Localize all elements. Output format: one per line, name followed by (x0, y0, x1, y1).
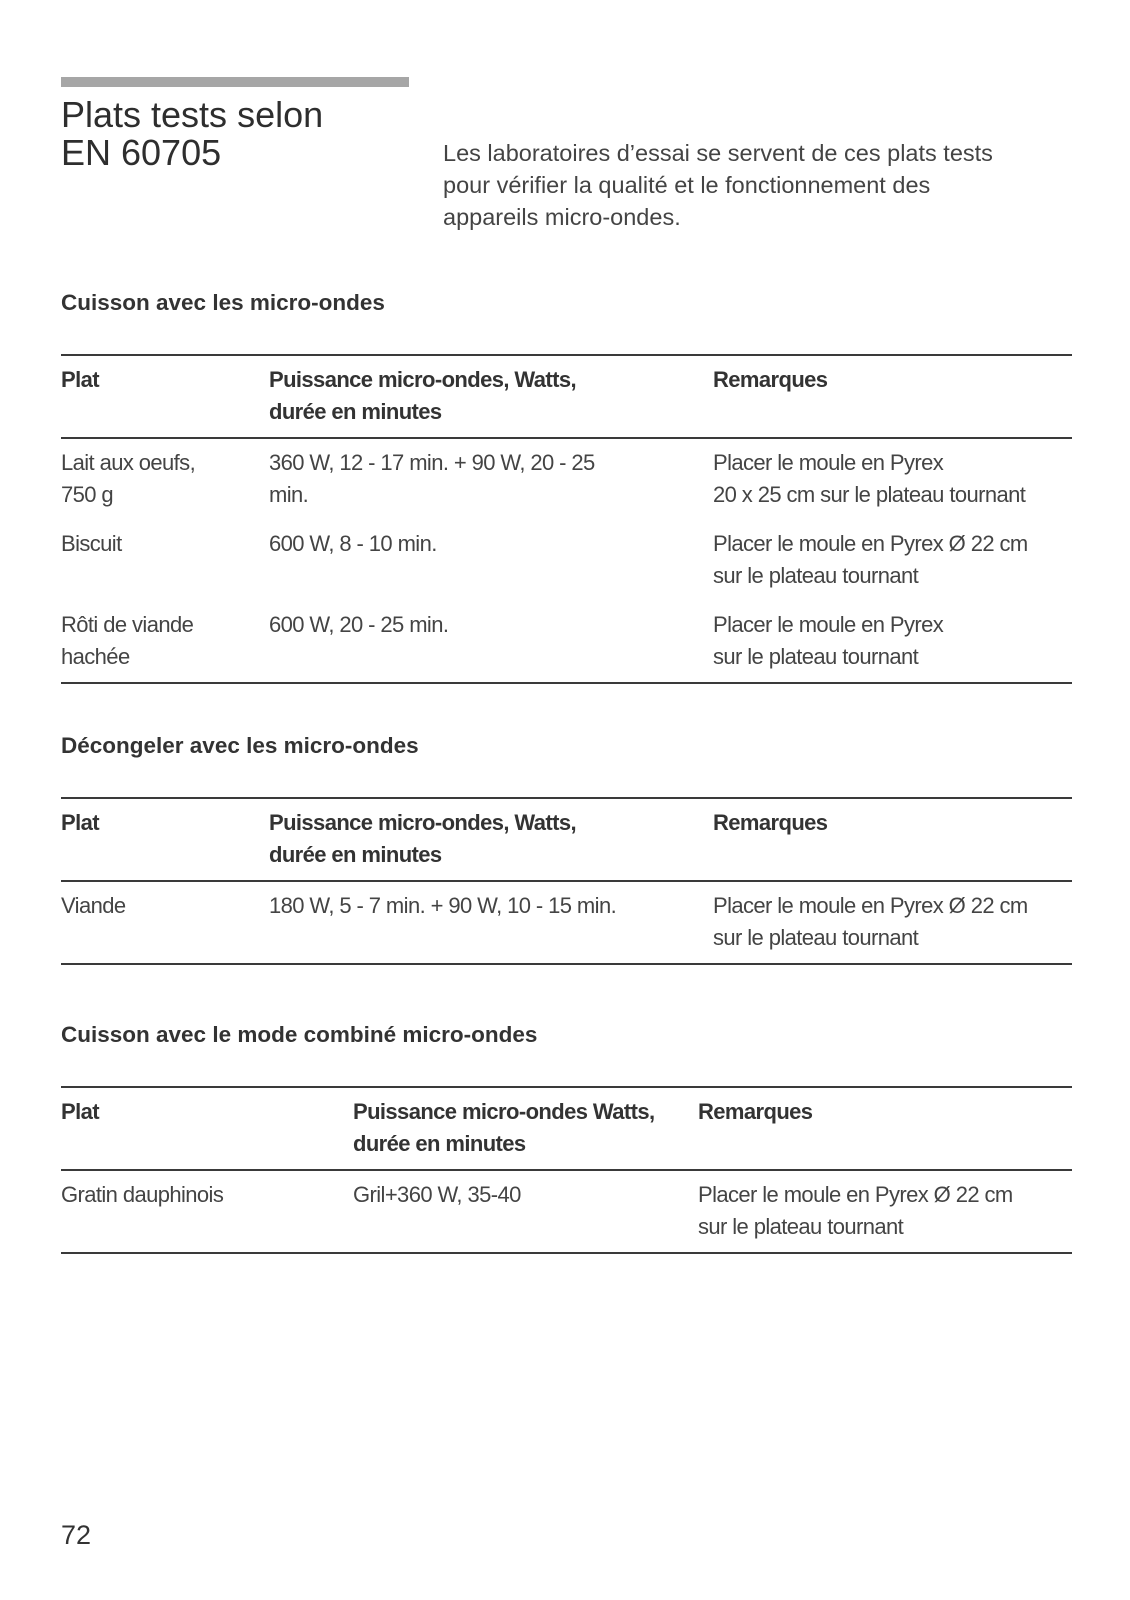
column-header-plat: Plat (61, 367, 99, 392)
cell-puissance: Gril+360 W, 35-40 (353, 1182, 521, 1207)
column-header-remarques: Remarques (698, 1099, 813, 1124)
column-header-remarques: Remarques (713, 810, 828, 835)
page-number: 72 (61, 1520, 92, 1550)
table-header-row (61, 355, 1072, 438)
section-heading-decongeler: Décongeler avec les micro-ondes (61, 733, 419, 758)
intro-paragraph: Les laboratoires d’essai se servent de ces plats tests pour vérifier la qualité et le fonctionnement des appareils micro-ondes. (443, 140, 993, 230)
table-combine (61, 1086, 1072, 1254)
table-cuisson (61, 354, 1072, 684)
section-heading-cuisson: Cuisson avec les micro-ondes (61, 290, 385, 315)
section-heading-combine: Cuisson avec le mode combiné micro-ondes (61, 1022, 538, 1047)
cell-plat: Rôti de viande hachée (61, 612, 194, 669)
cell-puissance: 360 W, 12 - 17 min. + 90 W, 20 - 25 min. (269, 450, 595, 507)
column-header-remarques: Remarques (713, 367, 828, 392)
column-header-plat: Plat (61, 1099, 99, 1124)
column-header-puissance: Puissance micro-ondes Watts, durée en minutes (353, 1099, 655, 1156)
cell-remarques: Placer le moule en Pyrex Ø 22 cm sur le plateau tournant (698, 1182, 1013, 1239)
cell-remarques: Placer le moule en Pyrex Ø 22 cm sur le plateau tournant (713, 531, 1028, 588)
table-row (61, 601, 1072, 683)
cell-puissance: 600 W, 20 - 25 min. (269, 612, 449, 637)
cell-remarques: Placer le moule en Pyrex sur le plateau tournant (713, 612, 944, 669)
cell-plat: Lait aux oeufs, 750 g (61, 450, 196, 507)
column-header-plat: Plat (61, 810, 99, 835)
cell-puissance: 600 W, 8 - 10 min. (269, 531, 437, 556)
page-title (61, 96, 323, 172)
cell-puissance: 180 W, 5 - 7 min. + 90 W, 10 - 15 min. (269, 893, 617, 918)
cell-plat: Viande (61, 893, 126, 918)
section-marker-bar (61, 77, 409, 87)
table-header-row (61, 1087, 1072, 1170)
cell-remarques: Placer le moule en Pyrex Ø 22 cm sur le plateau tournant (713, 893, 1028, 950)
column-header-puissance: Puissance micro-ondes, Watts, durée en minutes (269, 810, 576, 867)
table-row (61, 520, 1072, 601)
table-header-row (61, 798, 1072, 881)
table-row (61, 881, 1072, 964)
table-decongeler (61, 797, 1072, 965)
cell-remarques: Placer le moule en Pyrex 20 x 25 cm sur le plateau tournant (713, 450, 1026, 507)
column-header-puissance: Puissance micro-ondes, Watts, durée en minutes (269, 367, 576, 424)
page-title-line-1: Plats tests selon (61, 94, 324, 135)
cell-plat: Biscuit (61, 531, 122, 556)
page-title-line-2: EN 60705 (61, 132, 222, 173)
table-row (61, 438, 1072, 520)
table-row (61, 1170, 1072, 1253)
cell-plat: Gratin dauphinois (61, 1182, 224, 1207)
